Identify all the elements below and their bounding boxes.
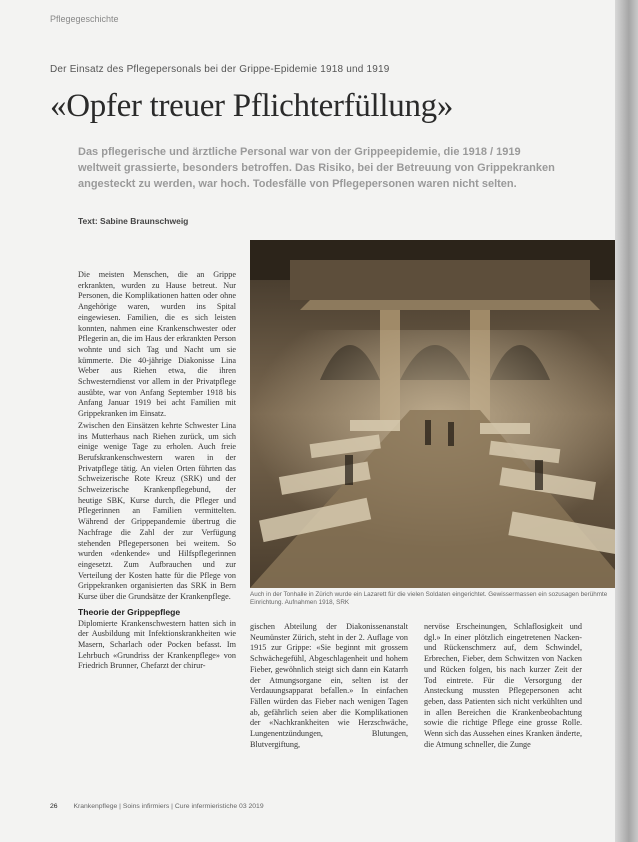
article-headline: «Opfer treuer Pflichterfüllung» — [50, 88, 454, 124]
page-number: 26 — [50, 803, 58, 810]
publication-name: Krankenpflege | Soins infirmiers | Cure infermieristiche 03 2019 — [73, 803, 264, 810]
paragraph: nervöse Erscheinungen, Schlaflosigkeit und dgl.» In einer plötzlich eingetretenen Nacken- und Rückenschmerz auf, dem Schwindel, Erbrechen, Fieber, dem Schwitzen von Nacken und Rücken folgen, bis nach kurzer Zeit der Tod eintrete. Für die Versorgung der Ansteckung mussten Pflegepersonen acht geben, dass Patienten sich nicht verkühlten und in allen Bereichen die Krankenbeobachtung sowie die richtige Pflege eine grosse Rolle. Wenn sich das Aussehen eines Kranken änderte, die Atmung schneller, die Zunge — [424, 622, 582, 749]
text-column-3 — [424, 622, 582, 810]
text-column-2 — [250, 622, 408, 810]
photo-caption: Auch in der Tonhalle in Zürich wurde ein Lazarett für die vielen Soldaten eingerichtet. Gewissermassen ein sozusagen berühmte Einrichtung. Aufnahmen 1918, SRK — [250, 591, 608, 606]
paragraph: Diplomierte Krankenschwestern hatten sich in der Ausbildung mit Infektionskrankheiten wie Masern, Scharlach oder Pocken befasst. Im Lehrbuch «Grundriss der Krankenpflege» von Friedrich Brunner, Chefarzt der chirur- — [78, 618, 236, 671]
section-subhead: Theorie der Grippepflege — [78, 606, 181, 617]
page-footer — [50, 803, 264, 810]
paragraph: Die meisten Menschen, die an Grippe erkrankten, wurden zu Hause betreut. Nur Personen, die Komplikationen hatten oder ohne Angehörige waren, wurden ins Spital eingewiesen. Familien, die es sich leisten konnten, nahmen eine Krankenschwester oder Pflegerin an, die im Haus der erkrankten Person wohnte und sich Tag und Nacht um sie kümmerte. Die 40-jährige Diakonisse Lina Weber aus Riehen etwa, die ihren Schwesterndienst vor allem in der Privatpflege ausübte, war von Anfang September 1918 bis Anfang Januar 1919 bei acht Familien mit Grippekranken im Einsatz. — [78, 270, 236, 419]
historical-ward-photo — [250, 240, 630, 588]
book-gutter — [615, 0, 638, 842]
article-kicker: Der Einsatz des Pflegepersonals bei der Grippe-Epidemie 1918 und 1919 — [50, 64, 390, 75]
paragraph: Zwischen den Einsätzen kehrte Schwester Lina ins Mutterhaus nach Riehen zurück, um sich einige wenige Tage zu erholen. Auch freie Berufskrankenschwestern waren in der Privatpflege tätig. An vielen Orten führten das Schweizerische Rote Kreuz (SRK) und der Schweizerische Krankenpflegebund, der heutige SBK, Kurse durch, die Pfleger und Pflegerinnen an Familien vermittelten. Während der Grippepandemie übertrug die Nachfrage die Zahl der zur Verfügung stehenden Pflegepersonen bei weitem. So wurden «denkende» und Hilfspflegerinnen eingesetzt. Zum Aufbrauchen und zur Verteilung der Kosten hatte für die Pflege von Grippekranken organisierten das SRK in Bern Kurse über die Grundsätze der Krankenpflege. — [78, 420, 236, 602]
article-byline: Text: Sabine Braunschweig — [78, 216, 189, 226]
paragraph: gischen Abteilung der Diakonissenanstalt Neumünster Zürich, steht in der 2. Auflage von 1915 zur Grippe: «Sie beginnt mit grossem Schwächegefühl, Abgeschlagenheit und hohem Fieber, gewöhnlich steigt sich dann ein Katarrh der Atmungsorgane ein, selten ist der Verdauungsapparat befallen.» In einfachen Fällen würden das Fieber nach wenigen Tagen ab, gefährlich seien aber die Komplikationen der «Nachkrankheiten wie Herzschwäche, Lungenentzündungen, Blutungen, Blutvergiftung, — [250, 622, 408, 749]
text-column-1 — [78, 270, 236, 810]
ward-photo-illustration — [250, 240, 630, 588]
section-label: Pflegegeschichte — [50, 14, 119, 24]
article-lead: Das pflegerische und ärztliche Personal war von der Grippeepidemie, die 1918 / 1919 weltweit grassierte, besonders betroffen. Das Risiko, bei der Betreuung von Grippekranken angesteckt zu werden, war hoch. Todesfälle von Pflegepersonen waren nicht selten. — [78, 146, 555, 190]
